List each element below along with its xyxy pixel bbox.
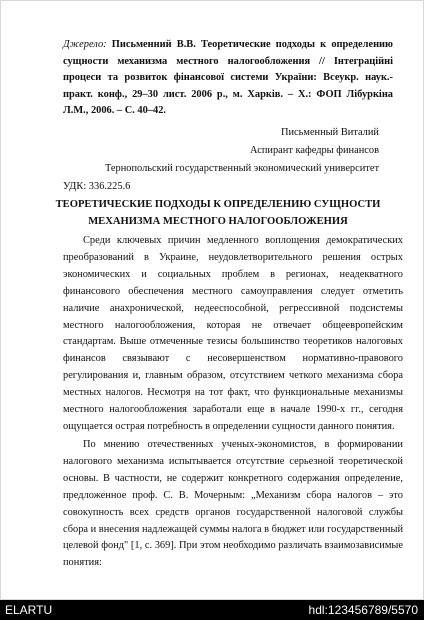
citation-block <box>63 37 393 120</box>
citation-source-label: Джерело: <box>63 39 107 50</box>
footer-handle[interactable]: hdl:123456789/5570 <box>308 603 418 617</box>
udk-code: УДК: 336.225.6 <box>63 181 131 192</box>
footer-bar <box>0 600 424 620</box>
footer-repository-name: ELARTU <box>5 603 53 617</box>
author-position: Аспирант кафедры финансов <box>250 145 379 156</box>
body-paragraph-2: По мнению отечественных ученых-экономистов, в формировании налогового механизма испытывается отсутствие серьезной теоретической основы. В частности, не содержит конкретного содержания определение, предложенное проф. С. В. Мочерным: „Механизм сбора налогов – это совокупность всех средств органов государственной налоговой службы сбора и внесения надлежащей суммы налога в бюджет или государственный целевой фонд" [1, с. 369]. При этом необходимо различать взаимозависимые понятия: <box>63 439 404 569</box>
author-name: Письменный Виталий <box>280 127 379 138</box>
article-title: ТЕОРЕТИЧЕСКИЕ ПОДХОДЫ К ОПРЕДЕЛЕНИЮ СУЩНОСТИ МЕХАНИЗМА МЕСТНОГО НАЛОГООБЛОЖЕНИЯ <box>55 199 381 227</box>
citation-text: Письменний В.В. Теоретические подходы к определению сущности механизма местного налогообложения // Інтеграційні процеси та розвиток фінансової системи України: Всеукр. наук.-практ. конф., 29–30 лист. 2006 р., м. Харків. – Х.: ФОП Лібуркіна Л.М., 2006. – С. 40–42. <box>63 39 393 116</box>
body-paragraph-1: Среди ключевых причин медленного воплощения демократических преобразований в Украине, неудовлетворительного решения острых экономических и социальных проблем в регионах, неадекватного финансового обеспечения местного самоуправления следует отметить наличие анахронической, недееспособной, регрессивной подсистемы местного налогообложения, которая не отвечает общеевропейским стандартам. Выше отмеченные тезисы большинство теоретиков налоговых финансов связывают с несовершенством нормативно-правового регулирования и, главным образом, отсутствием четкого механизма сбора местных налогов. Несмотря на тот факт, что функциональные механизмы местного налогообложения заработали еще в начале 1990-х гг., сегодня ощущается острая потребность в определении сущности данного понятия. <box>63 235 403 432</box>
author-institution: Тернопольский государственный экономический университет <box>104 163 379 174</box>
